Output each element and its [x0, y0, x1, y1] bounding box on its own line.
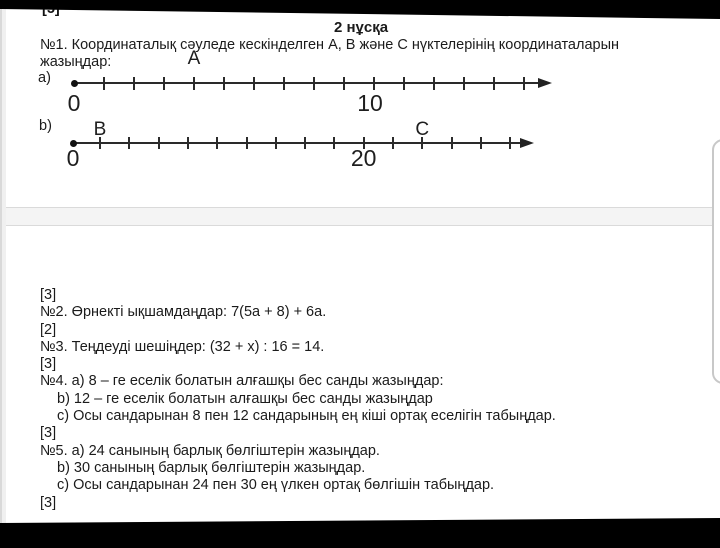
axis-tick [133, 77, 135, 90]
letterbox-top-bar [0, 0, 720, 19]
worksheet-line: [3] [40, 494, 57, 511]
axis-arrowhead-icon [538, 78, 552, 88]
axis-tick [313, 77, 315, 90]
worksheet-line: [2] [40, 321, 57, 338]
letterbox-bottom-bar [0, 518, 720, 548]
axis-line [72, 82, 542, 84]
axis-tick [304, 137, 306, 149]
axis-tick [275, 137, 277, 149]
axis-tick [103, 77, 105, 90]
point-label: А [187, 48, 201, 69]
axis-arrowhead-icon [520, 138, 534, 148]
axis-tick [523, 77, 525, 90]
origin-label: 0 [66, 145, 80, 171]
axis-tick [246, 137, 248, 149]
axis-tick [433, 77, 435, 90]
worksheet-line: [3] [40, 287, 57, 303]
axis-tick [480, 137, 482, 149]
page-separator-band [0, 207, 714, 226]
number-line-b [39, 118, 600, 174]
axis-tick [403, 77, 405, 90]
axis-tick [158, 137, 160, 149]
point-label: В [93, 119, 107, 140]
axis-tick [223, 77, 225, 90]
axis-tick [463, 77, 465, 90]
origin-label: 0 [67, 90, 81, 116]
item-label: b) [39, 118, 52, 134]
question-1-text-line1: №1. Координаталық сәуледе кескінделген А, В және С нүктелерінің координаталарын [40, 37, 620, 53]
item-label: a) [38, 70, 51, 86]
worksheet-line: №3. Теңдеуді шешіңдер: (32 + x) : 16 = 14. [40, 338, 325, 355]
worksheet-line: b) 12 – ге еселік болатын алғашқы бес санды жазыңдар [57, 390, 433, 407]
worksheet-line: №4. a) 8 – ге еселік болатын алғашқы бес санды жазыңдар: [40, 373, 444, 390]
worksheet-lines [40, 287, 680, 512]
worksheet-line: c) Осы сандарынан 24 пен 30 ең үлкен ортақ бөлгішін табыңдар. [57, 477, 495, 494]
axis-tick [373, 77, 375, 90]
axis-tick [216, 137, 218, 149]
axis-number-label: 10 [357, 90, 383, 116]
axis-tick [493, 77, 495, 90]
photo-left-margin [2, 9, 6, 523]
worksheet-line: [3] [40, 356, 57, 373]
axis-tick [163, 77, 165, 90]
variant-title: 2 нұсқа [333, 19, 389, 36]
point-label: С [415, 119, 430, 140]
axis-tick [253, 77, 255, 90]
worksheet-line: №5. a) 24 санының барлық бөлгіштерін жазыңдар. [40, 442, 380, 459]
next-page-card[interactable] [712, 139, 720, 384]
worksheet-line: b) 30 санының барлық бөлгіштерін жазыңдар. [57, 459, 366, 476]
question-1-text-line2: жазыңдар: [40, 54, 112, 70]
number-line-a [38, 48, 600, 118]
axis-tick [283, 77, 285, 90]
origin-point [71, 80, 78, 87]
worksheet-line: c) Осы сандарынан 8 пен 12 сандарының ең кіші ортақ еселігін табыңдар. [57, 408, 556, 425]
axis-tick [509, 137, 511, 149]
axis-number-label: 20 [350, 145, 377, 171]
worksheet-line: [3] [40, 425, 57, 442]
axis-tick [187, 137, 189, 149]
axis-line [71, 142, 524, 144]
axis-tick [343, 77, 345, 90]
axis-tick [193, 77, 195, 90]
worksheet-line: №2. Өрнекті ықшамдаңдар: 7(5a + 8) + 6a. [40, 304, 327, 321]
